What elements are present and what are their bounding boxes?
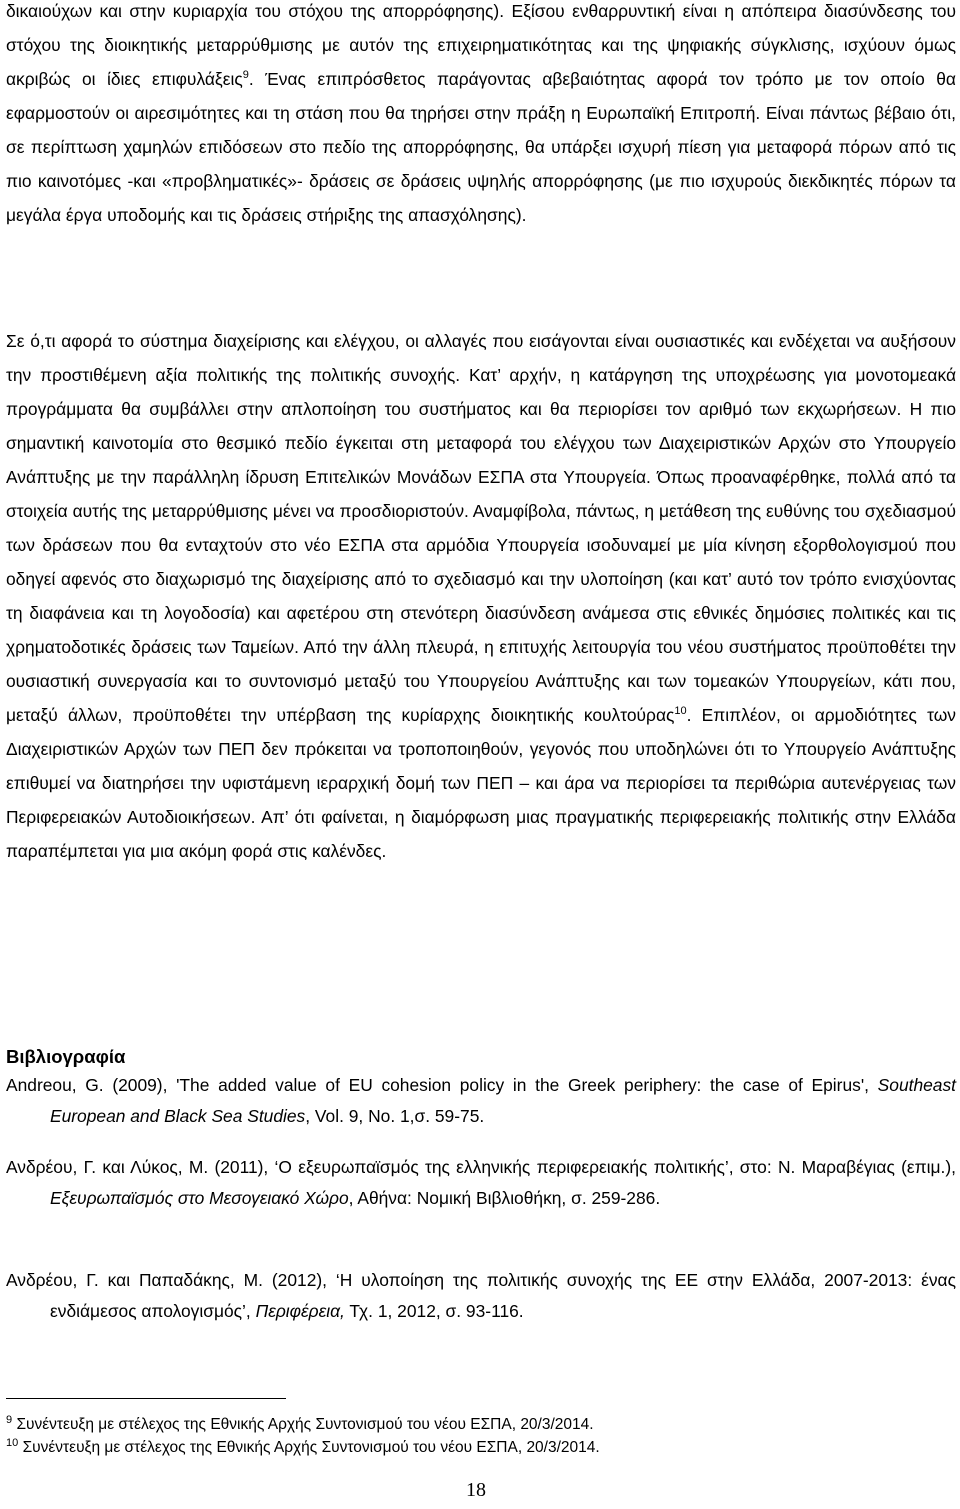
bibliography-entry bbox=[6, 1070, 956, 1132]
footnote-divider bbox=[6, 1398, 286, 1399]
footnote-reference[interactable]: 10 bbox=[674, 705, 687, 717]
page-number: 18 bbox=[466, 1479, 486, 1501]
reference-text: , Vol. 9, No. 1,σ. 59-75. bbox=[305, 1106, 485, 1126]
reference-text: Ανδρέου, Γ. και Παπαδάκης, Μ. (2012), ‘Η υλοποίηση της πολιτικής συνοχής της ΕΕ στην Ελλάδα, 2007-2013: ένας ενδιάμεσος απολογισμός’, bbox=[6, 1270, 956, 1321]
reference-title: Southeast European and Black Sea Studies bbox=[50, 1075, 956, 1126]
body-paragraph bbox=[6, 324, 956, 868]
reference-text: Andreou, G. (2009), 'The added value of EU cohesion policy in the Greek periphery: the case of Epirus', bbox=[6, 1075, 878, 1095]
bibliography-entry bbox=[6, 1152, 956, 1214]
reference-text: Τχ. 1, 2012, σ. 93-116. bbox=[344, 1301, 524, 1321]
footnote-number: 10 bbox=[6, 1437, 19, 1449]
footnote-text: Συνέντευξη με στέλεχος της Εθνικής Αρχής Συντονισμού του νέου ΕΣΠΑ, 20/3/2014. bbox=[16, 1416, 594, 1433]
footnote bbox=[6, 1416, 594, 1434]
body-paragraph bbox=[6, 0, 956, 232]
reference-title: Περιφέρεια, bbox=[255, 1301, 345, 1321]
reference-text: Ανδρέου, Γ. και Λύκος, Μ. (2011), ‘Ο εξευρωπαϊσμός της ελληνικής περιφερειακής πολιτικής’, στο: Ν. Μαραβέγιας (επιμ.), bbox=[6, 1157, 956, 1177]
reference-title: Εξευρωπαϊσμός στο Μεσογειακό Χώρο bbox=[50, 1188, 349, 1208]
paragraph-text: Σε ό,τι αφορά το σύστημα διαχείρισης και ελέγχου, οι αλλαγές που εισάγονται είναι ουσιαστικές και ενδέχεται να αυξήσουν την προστιθέμενη αξία πολιτικής της πολιτικής συνοχής. Κατ’ αρχήν, η κατάργηση της υποχρέωσης για μονοτομεακά προγράμματα θα συμβάλλει στην απλοποίηση του συστήματος και θα περιορίσει τον αριθμό των εκχωρήσεων. Η πιο σημαντική καινοτομία στο θεσμικό πεδίο έγκειται στη μεταφορά του ελέγχου των Διαχειριστικών Αρχών στο Υπουργείο Ανάπτυξης με την παράλληλη ίδρυση Επιτελικών Μονάδων ΕΣΠΑ στα Υπουργεία. Όπως προαναφέρθηκε, πολλά από τα στοιχεία αυτής της μεταρρύθμισης μένει να προσδιοριστούν. Αναμφίβολα, πάντως, η μετάθεση της ευθύνης του σχεδιασμού των δράσεων που θα ενταχτούν στο νέο ΕΣΠΑ στα αρμόδια Υπουργεία ισοδυναμεί με μία κίνηση εξορθολογισμού που οδηγεί αφενός στο διαχωρισμό της διαχείρισης από το σχεδιασμό και την υλοποίηση (και κατ’ αυτό τον τρόπο ενισχύοντας τη διαφάνεια και τη λογοδοσία) και αφετέρου στη στενότερη διασύνδεση ανάμεσα στις εθνικές δημόσιες πολιτικές και τις χρηματοδοτικές δράσεις των Ταμείων. Από την άλλη πλευρά, η επιτυχής λειτουργία του νέου συστήματος προϋποθέτει την ουσιαστική συνεργασία και το συντονισμό μεταξύ του Υπουργείου Ανάπτυξης και των τομεακών Υπουργείων, κάτι που, μεταξύ άλλων, προϋποθέτει την υπέρβαση της κυρίαρχης διοικητικής κουλτούρας bbox=[6, 331, 956, 725]
paragraph-text: . Ένας επιπρόσθετος παράγοντας αβεβαιότητας αφορά τον τρόπο με τον οποίο θα εφαρμοστούν οι αιρεσιμότητες και τη στάση που θα τηρήσει στην πράξη η Ευρωπαϊκή Επιτροπή. Είναι πάντως βέβαιο ότι, σε περίπτωση χαμηλών επιδόσεων στο πεδίο της απορρόφησης, θα υπάρξει ισχυρή πίεση για μεταφορά πόρων από τις πιο καινοτόμες -και «προβληματικές»- δράσεις σε δράσεις υψηλής απορρόφησης (με πιο ισχυρούς διεκδικητές πόρων τα μεγάλα έργα υποδομής και τις δράσεις στήριξης της απασχόλησης). bbox=[6, 69, 956, 225]
footnote-number: 9 bbox=[6, 1414, 13, 1426]
footnote-reference[interactable]: 9 bbox=[242, 69, 249, 81]
footnote bbox=[6, 1439, 600, 1457]
paragraph-text: δικαιούχων και στην κυριαρχία του στόχου της απορρόφησης). Εξίσου ενθαρρυντική είναι η απόπειρα διασύνδεσης του στόχου της διοικητικής μεταρρύθμισης με αυτόν της επιχειρηματικότητας και της ψηφιακής σύγκλισης, ισχύουν όμως ακριβώς οι ίδιες επιφυλάξεις bbox=[6, 1, 956, 89]
bibliography-entry bbox=[6, 1265, 956, 1327]
bibliography-heading: Βιβλιογραφία bbox=[6, 1046, 126, 1067]
footnote-text: Συνέντευξη με στέλεχος της Εθνικής Αρχής Συντονισμού του νέου ΕΣΠΑ, 20/3/2014. bbox=[22, 1439, 600, 1456]
reference-text: , Αθήνα: Νομική Βιβλιοθήκη, σ. 259-286. bbox=[348, 1188, 661, 1208]
paragraph-text: . Επιπλέον, οι αρμοδιότητες των Διαχειριστικών Αρχών των ΠΕΠ δεν πρόκειται να τροποποιηθούν, γεγονός που υποδηλώνει ότι το Υπουργείο Ανάπτυξης επιθυμεί να διατηρήσει την υφιστάμενη ιεραρχική δομή των ΠΕΠ – και άρα να περιορίσει τα περιθώρια αυτενέργειας των Περιφερειακών Αυτοδιοικήσεων. Απ’ ότι φαίνεται, η διαμόρφωση μιας πραγματικής περιφερειακής πολιτικής στην Ελλάδα παραπέμπεται για μια ακόμη φορά στις καλένδες. bbox=[6, 705, 956, 861]
